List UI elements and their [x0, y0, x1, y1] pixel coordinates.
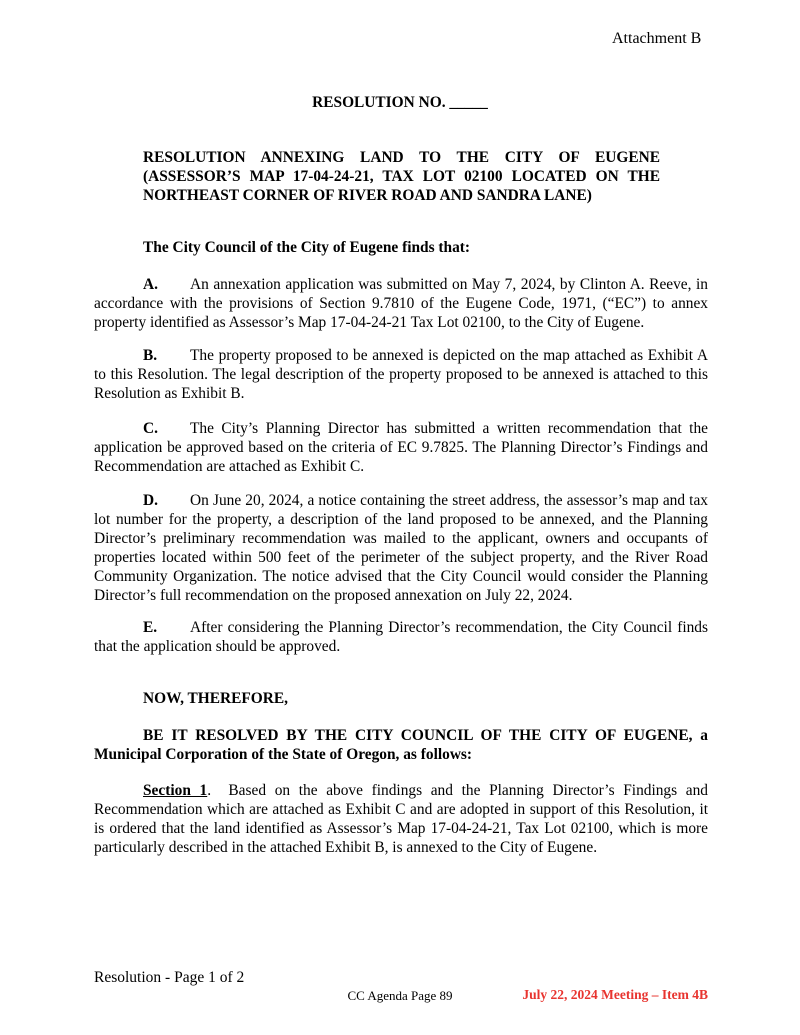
finding-paragraph-e — [94, 618, 708, 656]
finding-paragraph-d — [94, 491, 708, 605]
agenda-page-label: CC Agenda Page 89 — [347, 988, 453, 1003]
finding-text-b: The property proposed to be annexed is depicted on the map attached as Exhibit A to this Resolution. The legal description of the property proposed to be annexed is attached to this Resolution as Exhibit B. — [94, 347, 708, 402]
section-1-label: Section 1 — [143, 782, 208, 799]
finding-label-a: A. — [143, 276, 158, 293]
title-line-3: NORTHEAST CORNER OF RIVER ROAD AND SANDRA LANE) — [143, 187, 592, 204]
attachment-label: Attachment B — [612, 30, 702, 47]
findings-intro-heading: The City Council of the City of Eugene finds that: — [143, 239, 471, 256]
now-therefore-heading: NOW, THEREFORE, — [143, 690, 288, 707]
finding-label-c: C. — [143, 420, 158, 437]
finding-label-e: E. — [143, 619, 158, 636]
document-title — [143, 148, 660, 205]
title-line-1: RESOLUTION ANNEXING LAND TO THE CITY OF EUGENE — [143, 149, 660, 166]
section-1-paragraph — [94, 781, 708, 857]
resolution-number-heading: RESOLUTION NO. _____ — [312, 94, 488, 111]
section-1-text: Based on the above findings and the Planning Director’s Findings and Recommendation which are attached as Exhibit C and are adopted in support of this Resolution, it is ordered that the land identified as Assessor’s Map 17-04-24-21, Tax Lot 02100, which is more particularly described in the attached Exhibit B, is annexed to the City of Eugene. — [94, 782, 708, 856]
finding-paragraph-c — [94, 419, 708, 476]
finding-label-b: B. — [143, 347, 158, 364]
finding-paragraph-b — [94, 346, 708, 403]
finding-text-a: An annexation application was submitted on May 7, 2024, by Clinton A. Reeve, in accordance with the provisions of Section 9.7810 of the Eugene Code, 1971, (“EC”) to annex property identified as Assessor’s Map 17-04-24-21 Tax Lot 02100, to the City of Eugene. — [94, 276, 708, 331]
section-1-separator: . — [207, 782, 229, 799]
resolved-clause: BE IT RESOLVED BY THE CITY COUNCIL OF THE CITY OF EUGENE, a Municipal Corporation of the State of Oregon, as follows: — [94, 727, 708, 763]
finding-paragraph-a — [94, 275, 708, 332]
meeting-reference-stamp: July 22, 2024 Meeting – Item 4B — [522, 987, 708, 1002]
footer-page-label: Resolution - Page 1 of 2 — [94, 969, 245, 986]
finding-label-d: D. — [143, 492, 158, 509]
finding-text-c: The City’s Planning Director has submitted a written recommendation that the application be approved based on the criteria of EC 9.7825. The Planning Director’s Findings and Recommendation are attached as Exhibit C. — [94, 420, 708, 475]
title-line-2: (ASSESSOR’S MAP 17-04-24-21, TAX LOT 02100 LOCATED ON THE — [143, 168, 660, 185]
finding-text-d: On June 20, 2024, a notice containing the street address, the assessor’s map and tax lot number for the property, a description of the land proposed to be annexed, and the Planning Director’s preliminary recommendation was mailed to the applicant, owners and occupants of properties located within 500 feet of the perimeter of the subject property, and the River Road Community Organization. The notice advised that the City Council would consider the Planning Director’s full recommendation on the proposed annexation on July 22, 2024. — [94, 492, 708, 604]
finding-text-e: After considering the Planning Director’s recommendation, the City Council finds that the application should be approved. — [94, 619, 708, 655]
